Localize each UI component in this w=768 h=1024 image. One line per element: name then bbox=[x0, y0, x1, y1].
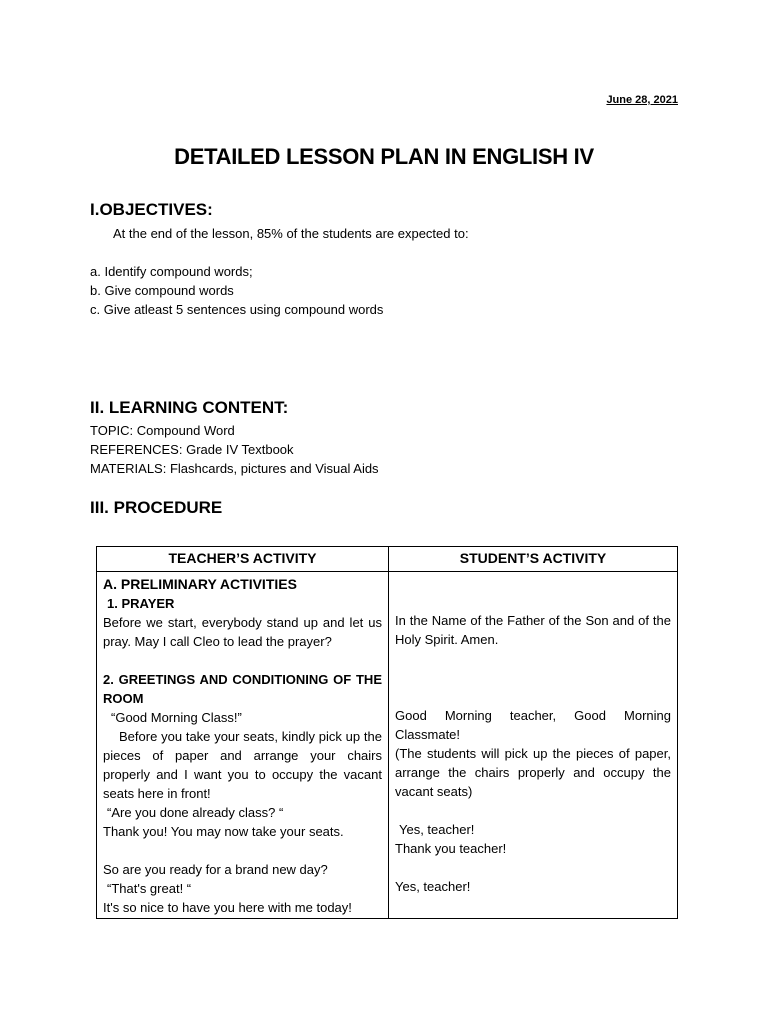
objective-item: a. Identify compound words; bbox=[90, 264, 253, 279]
objectives-heading: I.OBJECTIVES: bbox=[90, 200, 213, 219]
topic-line bbox=[90, 421, 235, 440]
teacher-activity-header: TEACHER’S ACTIVITY bbox=[97, 547, 389, 572]
materials-line bbox=[90, 459, 379, 478]
greet-teacher-instructions: Before you take your seats, kindly pick up the pieces of paper and arrange your chairs properly and I want you to occupy the vacant seats here in front! bbox=[103, 729, 382, 801]
greet-student-line: Thank you teacher! bbox=[395, 841, 507, 856]
prayer-student-text: In the Name of the Father of the Son and of the Holy Spirit. Amen. bbox=[395, 613, 671, 647]
references-value: Grade IV Textbook bbox=[186, 442, 294, 457]
greet-teacher-line: “That's great! “ bbox=[107, 881, 192, 896]
greet-student-line: Yes, teacher! bbox=[395, 879, 471, 894]
student-activity-header: STUDENT’S ACTIVITY bbox=[389, 547, 678, 572]
preliminary-activities-heading: A. PRELIMINARY ACTIVITIES bbox=[103, 576, 297, 592]
learning-content-heading: II. LEARNING CONTENT: bbox=[90, 398, 289, 417]
prayer-teacher-text: Before we start, everybody stand up and let us pray. May I call Cleo to lead the prayer? bbox=[103, 615, 382, 649]
student-activity-cell bbox=[389, 572, 678, 919]
document-date: June 28, 2021 bbox=[606, 94, 678, 106]
greet-student-line: Good Morning teacher, Good Morning Classmate! bbox=[395, 708, 671, 742]
greet-teacher-line: “Good Morning Class!” bbox=[111, 710, 242, 725]
teacher-activity-cell bbox=[97, 572, 389, 919]
references-line bbox=[90, 440, 294, 459]
greetings-heading: 2. GREETINGS AND CONDITIONING OF THE ROOM bbox=[103, 672, 382, 706]
greet-teacher-line: “Are you done already class? “ bbox=[107, 805, 284, 820]
table-header-row bbox=[97, 547, 678, 572]
objectives-intro: At the end of the lesson, 85% of the students are expected to: bbox=[113, 226, 469, 241]
objective-item: c. Give atleast 5 sentences using compound words bbox=[90, 302, 384, 317]
table-row bbox=[97, 572, 678, 919]
document-title: DETAILED LESSON PLAN IN ENGLISH IV bbox=[174, 144, 594, 169]
greet-teacher-line: It's so nice to have you here with me today! bbox=[103, 900, 352, 915]
topic-value: Compound Word bbox=[136, 423, 235, 438]
objective-item: b. Give compound words bbox=[90, 283, 234, 298]
greet-teacher-line: Thank you! You may now take your seats. bbox=[103, 824, 344, 839]
references-label: REFERENCES: bbox=[90, 442, 183, 457]
prayer-heading: 1. PRAYER bbox=[107, 596, 175, 611]
materials-label: MATERIALS: bbox=[90, 461, 167, 476]
greet-student-line: (The students will pick up the pieces of paper, arrange the chairs properly and occupy the vacant seats) bbox=[395, 746, 671, 799]
topic-label: TOPIC: bbox=[90, 423, 134, 438]
greet-teacher-line: So are you ready for a brand new day? bbox=[103, 862, 328, 877]
procedure-table bbox=[96, 546, 678, 919]
greet-student-line: Yes, teacher! bbox=[399, 822, 475, 837]
procedure-heading: III. PROCEDURE bbox=[90, 498, 223, 517]
materials-value: Flashcards, pictures and Visual Aids bbox=[169, 461, 379, 476]
